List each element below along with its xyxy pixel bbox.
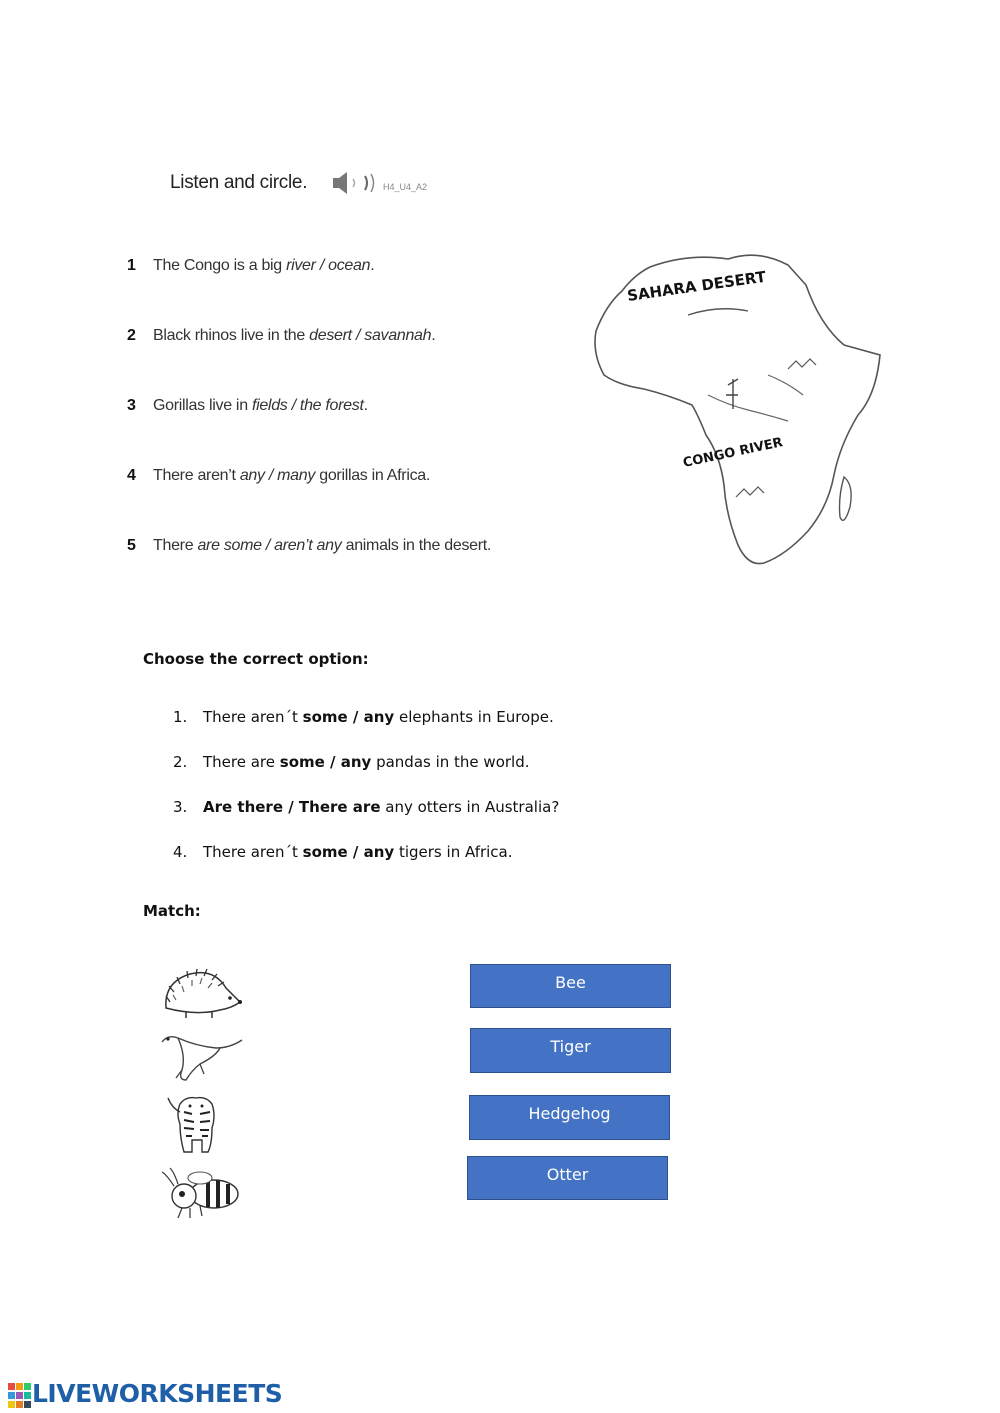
sahara-label: SAHARA DESERT bbox=[626, 267, 768, 305]
item-options[interactable]: river / ocean bbox=[286, 257, 371, 274]
match-heading: Match: bbox=[143, 902, 201, 920]
item-text-end: animals in the desert. bbox=[341, 537, 492, 554]
match-option-tiger[interactable]: Tiger bbox=[470, 1028, 671, 1073]
item-number: 3. bbox=[173, 798, 188, 816]
item-text: Gorillas live in bbox=[153, 397, 252, 414]
match-option-bee[interactable]: Bee bbox=[470, 964, 671, 1008]
bee-picture bbox=[156, 1164, 248, 1224]
item-options[interactable]: are some / aren’t any bbox=[197, 537, 342, 554]
congo-label: CONGO RIVER bbox=[681, 435, 785, 471]
tiger-picture bbox=[156, 1094, 248, 1154]
audio-code: H4_U4_A2 bbox=[383, 182, 428, 192]
item-number: 5 bbox=[127, 537, 136, 554]
item-number: 3 bbox=[127, 397, 136, 414]
item-number: 2. bbox=[173, 753, 188, 771]
item-text: There aren´t bbox=[203, 843, 303, 861]
choose-item-1 bbox=[173, 708, 554, 726]
africa-map bbox=[588, 245, 888, 570]
item-text-end: . bbox=[431, 327, 436, 344]
choose-item-4 bbox=[173, 843, 513, 861]
item-options[interactable]: desert / savannah bbox=[309, 327, 432, 344]
choose-heading: Choose the correct option: bbox=[143, 650, 369, 668]
item-number: 1. bbox=[173, 708, 188, 726]
choose-item-2 bbox=[173, 753, 530, 771]
listen-item-4 bbox=[127, 467, 430, 485]
item-options[interactable]: some / any bbox=[302, 708, 395, 726]
item-options[interactable]: some / any bbox=[302, 843, 395, 861]
item-text: The Congo is a big bbox=[153, 257, 287, 274]
speaker-icon[interactable] bbox=[331, 170, 379, 196]
listen-item-1 bbox=[127, 257, 374, 275]
listen-item-5 bbox=[127, 537, 491, 555]
item-options[interactable]: fields / the forest bbox=[251, 397, 364, 414]
item-options[interactable]: Are there / There are bbox=[203, 798, 381, 816]
item-text-end: . bbox=[363, 397, 368, 414]
item-text-end: any otters in Australia? bbox=[380, 798, 560, 816]
item-text: Black rhinos live in the bbox=[153, 327, 310, 344]
match-option-hedgehog[interactable]: Hedgehog bbox=[469, 1095, 670, 1140]
item-options[interactable]: any / many bbox=[239, 467, 316, 484]
item-text-end: tigers in Africa. bbox=[394, 843, 513, 861]
item-number: 4. bbox=[173, 843, 188, 861]
item-number: 2 bbox=[127, 327, 136, 344]
liveworksheets-logo-icon bbox=[8, 1381, 32, 1411]
item-number: 1 bbox=[127, 257, 136, 274]
item-text-end: . bbox=[370, 257, 375, 274]
item-text: There aren’t bbox=[153, 467, 240, 484]
brand-name[interactable]: LIVEWORKSHEETS bbox=[32, 1379, 283, 1408]
match-option-otter[interactable]: Otter bbox=[467, 1156, 668, 1200]
item-text-end: gorillas in Africa. bbox=[315, 467, 431, 484]
item-text: There bbox=[153, 537, 198, 554]
item-options[interactable]: some / any bbox=[279, 753, 372, 771]
listen-item-2 bbox=[127, 327, 435, 345]
listen-item-3 bbox=[127, 397, 368, 415]
exercise-title: Listen and circle. bbox=[170, 172, 308, 193]
item-text: There aren´t bbox=[203, 708, 303, 726]
item-text-end: elephants in Europe. bbox=[394, 708, 554, 726]
choose-item-3 bbox=[173, 798, 559, 816]
hedgehog-picture bbox=[156, 962, 248, 1022]
item-text-end: pandas in the world. bbox=[371, 753, 530, 771]
otter-picture bbox=[156, 1026, 248, 1086]
item-text: There are bbox=[203, 753, 280, 771]
item-number: 4 bbox=[127, 467, 136, 484]
